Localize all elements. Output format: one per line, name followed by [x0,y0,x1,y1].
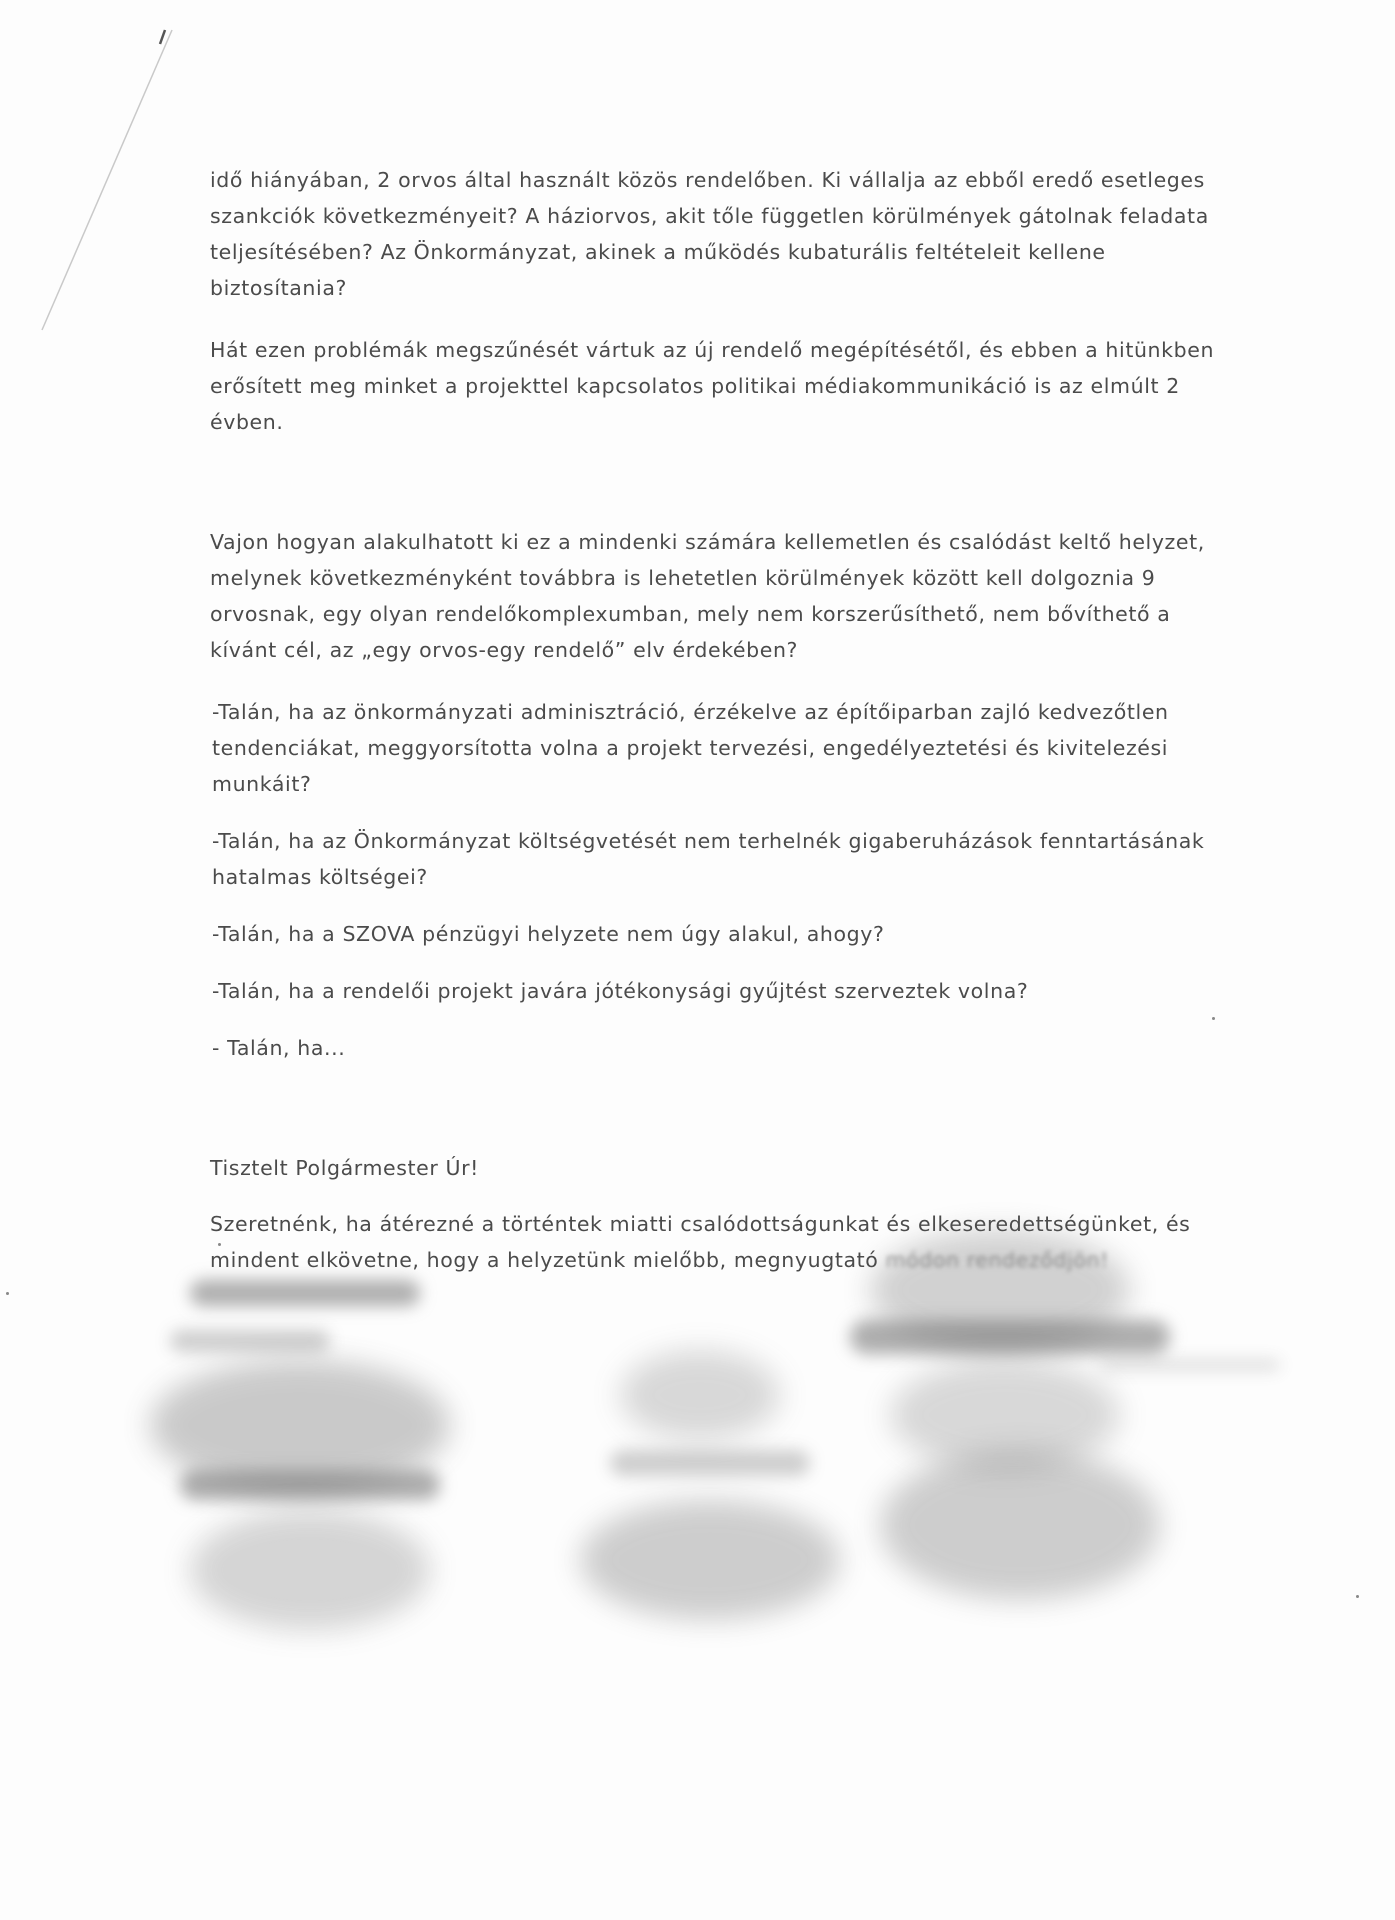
scan-speck [1356,1595,1359,1598]
closing-text: Szeretnénk, ha átérezné a történtek miatti csalódottságunkat és elkeseredettségünket, és mindent elkövetne, hogy a helyzetünk mielőbb, megnyugtató [210,1212,1191,1272]
letter-body [210,162,1240,1278]
question-list [210,694,1240,1066]
paragraph-3: Vajon hogyan alakulhatott ki ez a mindenki számára kellemetlen és csalódást keltő helyzet, melynek következményként továbbra is lehetetlen körülmények között kell dolgoznia 9 orvosnak, egy olyan rendelőkomplexumban, mely nem korszerűsíthető, nem bővíthető a kívánt cél, az „egy orvos-egy rendelő” elv érdekében? [210,530,1205,662]
list-item: -Talán, ha a rendelői projekt javára jótékonysági gyűjtést szerveztek volna? [212,979,1029,1003]
blurred-signatures [150,1240,1300,1670]
list-item: - Talán, ha... [212,1036,346,1060]
paragraph-2: Hát ezen problémák megszűnését vártuk az új rendelő megépítésétől, és ebben a hitünkben erősített meg minket a projekttel kapcsolatos politikai médiakommunikáció is az elmúlt 2 évben. [210,338,1215,434]
scan-speck [1212,1017,1215,1020]
scan-speck [6,1292,9,1295]
redacted-text: módon rendeződjön! [885,1248,1109,1272]
list-item: -Talán, ha az Önkormányzat költségvetését nem terhelnék gigaberuházások fenntartásának hatalmas költségei? [212,829,1205,889]
list-item: -Talán, ha a SZOVA pénzügyi helyzete nem úgy alakul, ahogy? [212,922,885,946]
salutation: Tisztelt Polgármester Úr! [210,1156,479,1180]
paragraph-1: idő hiányában, 2 orvos által használt közös rendelőben. Ki vállalja az ebből eredő esetleges szankciók következményeit? A háziorvos, akit tőle független körülmények gátolnak feladata teljesítésében? Az Önkormányzat, akinek a működés kubaturális feltételeit kellene biztosítania? [210,168,1209,300]
scan-speck [218,1243,221,1246]
list-item: -Talán, ha az önkormányzati adminisztráció, érzékelve az építőiparban zajló kedvezőtlen tendenciákat, meggyorsította volna a projekt tervezési, engedélyeztetési és kivitelezési munkáit? [212,700,1169,796]
